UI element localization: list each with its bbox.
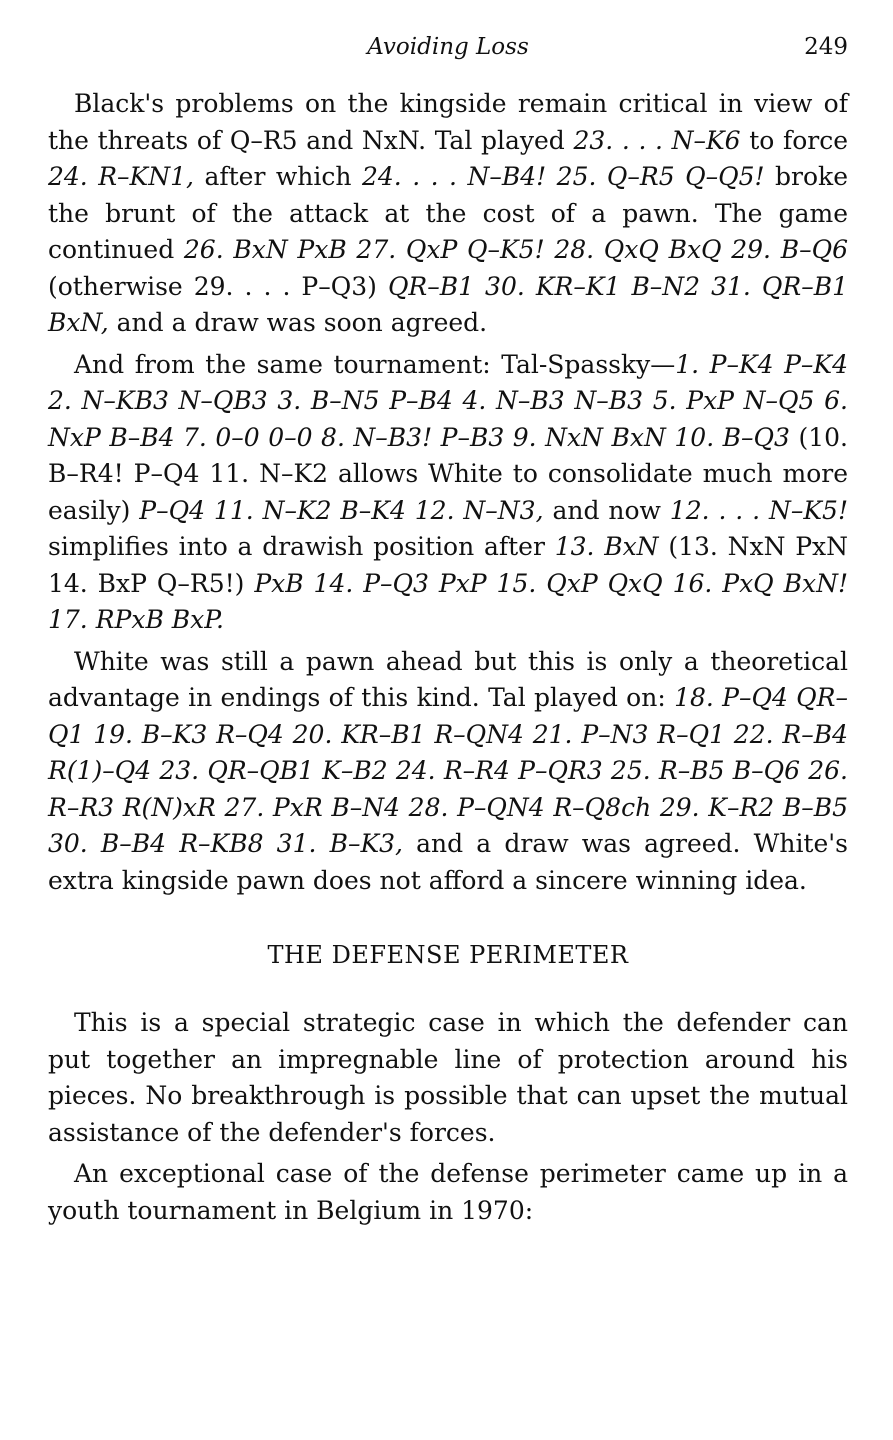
move-notation: 13. BxN <box>554 532 659 561</box>
move-notation: QR–B1 30. KR–K1 B–N2 31. QR–B1 BxN, <box>48 271 848 337</box>
move-notation: 24. R–KN1, <box>48 162 194 191</box>
page-number: 249 <box>804 34 848 60</box>
text-run: after which <box>193 162 362 191</box>
move-notation: 18. P–Q4 QR–Q1 19. B–K3 R–Q4 20. KR–B1 R–QN4 21. P–N3 R–Q1 22. R–B4 R(1)–Q4 23. QR–QB1 K–B2 24. R–R4 P–QR3 25. R–B5 B–Q6 26. R–R3 R(N)xR 27. PxR B–N4 28. P–QN4 R–Q8ch 29. K–R2 B–B5 30. B–B4 R–KB8 31. B–K3, <box>48 683 848 858</box>
text-run: (10. B–R4! P–Q4 11. N–K2 allows White to consolidate much more easily) <box>48 422 848 525</box>
move-notation: 12. . . . N–K5! <box>669 495 848 525</box>
book-page <box>48 28 848 1229</box>
paragraph-1 <box>48 86 848 342</box>
text-run: and now <box>543 495 670 525</box>
paragraph-2 <box>48 347 848 639</box>
text-run: to force <box>740 125 849 155</box>
text-run: and a draw was agreed. White's extra kingside pawn does not afford a sincere winning idea. <box>48 829 848 895</box>
move-notation: PxB 14. P–Q3 PxP 15. QxP QxQ 16. PxQ BxN! 17. RPxB BxP. <box>48 568 848 634</box>
paragraph-4: This is a special strategic case in which the defender can put together an impregnable line of protection around his pieces. No breakthrough is possible that can upset the mutual assistance of the defender's forces. <box>48 1008 848 1147</box>
paragraph-3 <box>48 644 848 900</box>
text-run: And from the same tournament: Tal-Spassky— <box>74 349 676 379</box>
running-title: Avoiding Loss <box>367 34 529 60</box>
text-run: broke the brunt of the attack at the cost of a pawn. The game continued <box>48 162 848 264</box>
move-notation: 26. BxN PxB 27. QxP Q–K5! 28. QxQ BxQ 29. B–Q6 <box>183 235 848 264</box>
running-head <box>48 28 848 70</box>
move-notation: P–Q4 11. N–K2 B–K4 12. N–N3, <box>139 495 544 525</box>
text-run: and a draw was soon agreed. <box>108 308 488 337</box>
move-notation: 23. . . . N–K6 <box>573 125 741 155</box>
text-run: (otherwise 29. . . . P–Q3) <box>48 271 388 301</box>
paragraph-5: An exceptional case of the defense perimeter came up in a youth tournament in Belgium in 1970: <box>48 1159 848 1225</box>
section-heading: THE DEFENSE PERIMETER <box>267 941 629 969</box>
move-notation: 1. P–K4 P–K4 2. N–KB3 N–QB3 3. B–N5 P–B4 4. N–B3 N–B3 5. PxP N–Q5 6. NxP B–B4 7. 0–0 0–0 8. N–B3! P–B3 9. NxN BxN 10. B–Q3 <box>48 349 848 452</box>
move-notation: 24. . . . N–B4! 25. Q–R5 Q–Q5! <box>361 162 765 191</box>
text-run: Black's problems on the kingside remain critical in view of the threats of Q–R5 and NxN. Tal played <box>48 89 848 155</box>
text-run: simplifies into a drawish position after <box>48 532 555 561</box>
text-run: White was still a pawn ahead but this is only a theoretical advantage in endings of this kind. Tal played on: <box>48 646 848 712</box>
text-run: (13. NxN PxN 14. BxP Q–R5!) <box>48 532 848 598</box>
